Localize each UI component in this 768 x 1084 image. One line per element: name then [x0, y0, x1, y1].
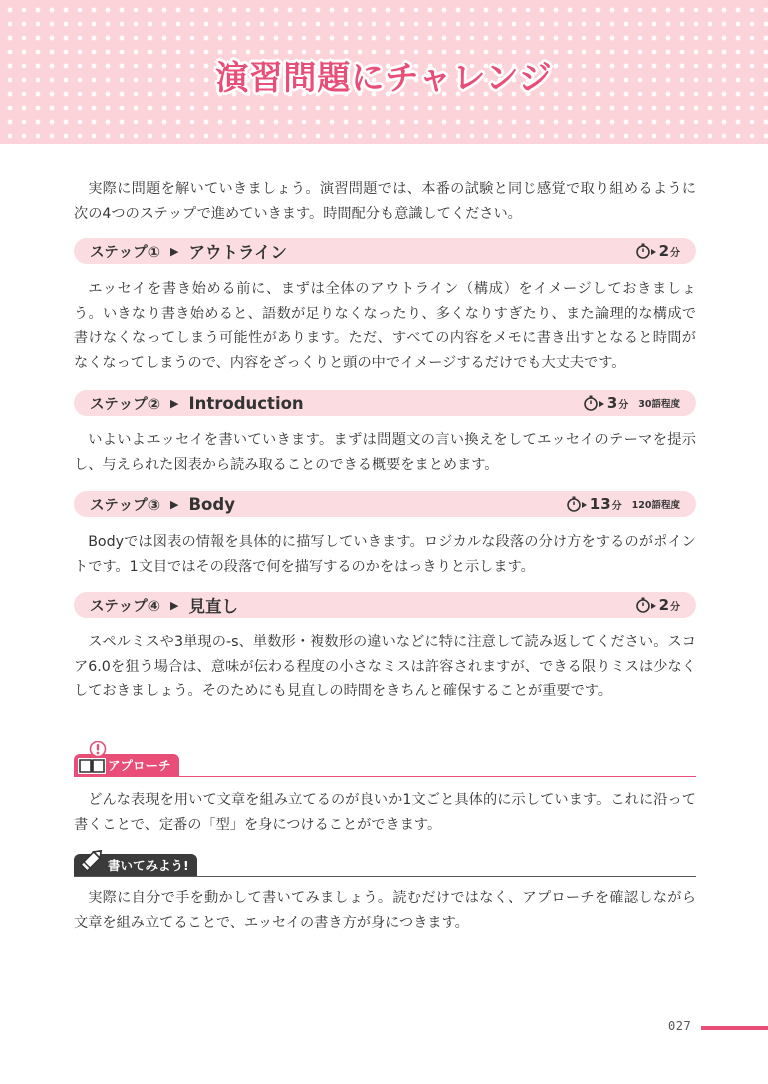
step-4-name: 見直し [188, 597, 238, 616]
write-body: 実際に自分で手を動かして書いてみましょう。読むだけではなく、アプローチを確認しながら文章を組み立てることで、エッセイの書き方が身につきます。 [74, 890, 696, 931]
step-1-time [635, 242, 680, 260]
step-2-minutes: 3 [606, 394, 618, 412]
play-triangle-icon: ▶ [170, 244, 179, 258]
stopwatch-icon [635, 243, 657, 259]
step-3-minutes: 13 [589, 495, 611, 513]
step-3-body: Bodyでは図表の情報を具体的に描写していきます。ロジカルな段落の分け方をするのがポイントです。1文目ではその段落で何を描写するのかをはっきりと示します。 [74, 534, 696, 575]
stopwatch-icon [566, 496, 588, 512]
step-3-time [566, 495, 680, 513]
step-3-name: Body [188, 494, 235, 514]
step-2-time [583, 394, 680, 412]
step-4-bar [74, 592, 696, 618]
approach-tag [74, 754, 179, 776]
step-2-word-count: 30語程度 [638, 399, 680, 410]
step-4-unit: 分 [670, 601, 680, 613]
write-tag [74, 854, 197, 876]
step-2-label: ステップ② [90, 396, 160, 413]
step-2-name: Introduction [188, 393, 304, 413]
step-1-bar [74, 238, 696, 264]
step-1-body: エッセイを書き始める前に、まずは全体のアウトライン（構成）をイメージしておきましょう。いきなり書き始めると、語数が足りなくなったり、多くなりすぎたり、また論理的な構成で書けなくなってしまう可能性があります。ただ、すべての内容をメモに書き出すとなると時間がなくなってしまうので、内容をざっくりと頭の中でイメージするだけでも大丈夫です。 [74, 281, 696, 371]
pencil-icon [77, 845, 107, 875]
write-header [74, 841, 696, 877]
approach-header [74, 741, 696, 777]
step-1-minutes: 2 [658, 242, 669, 260]
play-triangle-icon: ▶ [170, 598, 179, 612]
step-3-label: ステップ③ [90, 497, 160, 514]
step-3-bar [74, 491, 696, 517]
approach-label: アプローチ [108, 758, 171, 773]
stopwatch-icon [635, 597, 657, 613]
step-1-label: ステップ① [90, 244, 160, 261]
step-3-unit: 分 [611, 500, 622, 512]
play-triangle-icon: ▶ [170, 396, 179, 410]
play-triangle-icon: ▶ [170, 497, 179, 511]
page-number-bar [701, 1026, 768, 1030]
stopwatch-icon [583, 395, 605, 411]
step-1-name: アウトライン [188, 243, 287, 262]
intro-paragraph: 実際に問題を解いていきましょう。演習問題では、本番の試験と同じ感覚で取り組めるように次の4つのステップで進めていきます。時間配分も意識してください。 [74, 181, 696, 222]
write-label: 書いてみよう! [108, 858, 189, 873]
book-exclamation-icon [77, 741, 109, 775]
step-1-unit: 分 [670, 247, 680, 259]
step-4-body: スペルミスや3単現の-s、単数形・複数形の違いなどに特に注意して読み返してください。スコア6.0を狙う場合は、意味が伝わる程度の小さなミスは許容されますが、できる限りミスは少なくしておきましょう。そのためにも見直しの時間をきちんと確保することが重要です。 [74, 634, 696, 699]
step-4-minutes: 2 [658, 596, 669, 614]
step-2-unit: 分 [618, 399, 629, 411]
page-number: 027 [668, 1019, 692, 1033]
page-title: 演習問題にチャレンジ [215, 58, 553, 97]
step-4-label: ステップ④ [90, 598, 160, 615]
step-4-time [635, 596, 680, 614]
step-2-body: いよいよエッセイを書いていきます。まずは問題文の言い換えをしてエッセイのテーマを提示し、与えられた図表から読み取ることのできる概要をまとめます。 [74, 432, 696, 473]
approach-body: どんな表現を用いて文章を組み立てるのが良いか1文ごと具体的に示しています。これに沿って書くことで、定番の「型」を身につけることができます。 [74, 792, 696, 833]
step-2-bar [74, 390, 696, 416]
step-3-word-count: 120語程度 [631, 500, 680, 511]
